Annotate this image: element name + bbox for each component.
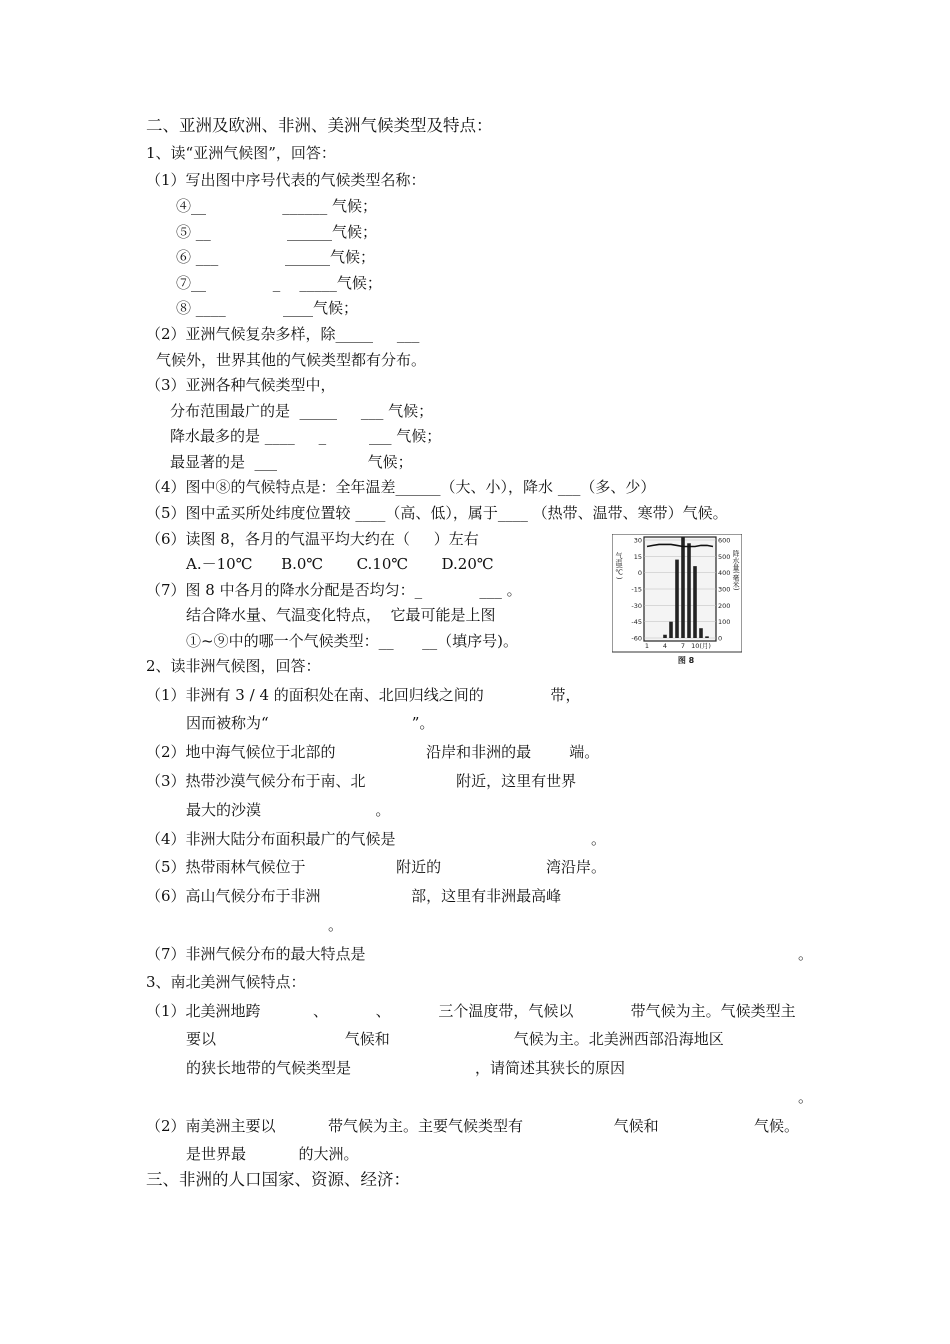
q1-p7c: ①~⑨中的哪一个气候类型：__ __（填序号)。 bbox=[186, 632, 519, 650]
q2-p5: （5）热带雨林气候位于 附近的 湾沿岸。 bbox=[146, 858, 607, 876]
q3-p2b: 是世界最 的大洲。 bbox=[186, 1145, 359, 1163]
q2-p4: （4）非洲大陆分布面积最广的气候是 。 bbox=[146, 830, 607, 848]
precip-tick-label: 200 bbox=[718, 601, 731, 610]
q1-p7a: （7）图 8 中各月的降水分配是否均匀：_ ___ 。 bbox=[146, 581, 522, 599]
q1-p1-line-8: ⑧ ____ ____气候； bbox=[176, 299, 358, 317]
left-axis-title: 气温(℃) bbox=[615, 552, 623, 580]
q2-title: 2、读非洲气候图，回答： bbox=[146, 657, 321, 675]
q1-title: 1、读“亚洲气候图”，回答： bbox=[146, 144, 336, 162]
temp-tick-label: -45 bbox=[631, 618, 642, 627]
q2-p1a: （1）非洲有 3 / 4 的面积处在南、北回归线之间的 带， bbox=[146, 686, 581, 704]
q1-p6-options: A.－10℃ B.0℃ C.10℃ D.20℃ bbox=[186, 555, 494, 573]
q2-p6a: （6）高山气候分布于非洲 部，这里有非洲最高峰 bbox=[146, 887, 562, 905]
q1-p7b: 结合降水量、气温变化特点， 它最可能是上图 bbox=[186, 606, 496, 624]
precip-tick-label: 300 bbox=[718, 585, 731, 594]
q1-p1-line-5: ⑤ __ ______气候； bbox=[176, 223, 378, 241]
q2-p7b: 。 bbox=[798, 945, 814, 963]
q3-p1a: （1）北美洲地跨 、 、 三个温度带，气候以 带气候为主。气候类型主 bbox=[146, 1002, 796, 1020]
q1-p2b: 气候外，世界其他的气候类型都有分布。 bbox=[156, 351, 427, 369]
q1-p1: （1）写出图中序号代表的气候类型名称： bbox=[146, 171, 426, 189]
q1-p1-line-7: ⑦__ _ _____气候； bbox=[176, 274, 382, 292]
precip-bar bbox=[669, 622, 673, 638]
q1-p1-line-4: ④__ ______ 气候； bbox=[176, 197, 378, 215]
temp-tick-label: 15 bbox=[633, 552, 642, 561]
month-tick-label: 10(月) bbox=[691, 642, 711, 650]
q2-p1b: 因而被称为“ ”。 bbox=[186, 714, 435, 732]
precip-tick-label: 400 bbox=[718, 569, 731, 578]
precip-bar bbox=[699, 628, 703, 638]
q1-p3-line-1: 分布范围最广的是 _____ ___ 气候； bbox=[170, 402, 434, 420]
q3-p2a: （2）南美洲主要以 带气候为主。主要气候类型有 气候和 气候。 bbox=[146, 1117, 799, 1135]
q3-p1d: 。 bbox=[798, 1088, 814, 1106]
precip-bar bbox=[705, 636, 709, 638]
figure-8-climate-chart bbox=[612, 534, 742, 666]
precip-tick-label: 600 bbox=[718, 536, 731, 545]
temp-tick-label: -15 bbox=[631, 585, 642, 594]
q1-p3: （3）亚洲各种气候类型中， bbox=[146, 376, 336, 394]
section2-title: 二、亚洲及欧洲、非洲、美洲气候类型及特点： bbox=[146, 116, 493, 135]
precip-tick-label: 100 bbox=[718, 618, 731, 627]
temp-tick-label: 30 bbox=[633, 536, 642, 545]
precip-bar bbox=[687, 543, 691, 638]
q1-p5: （5）图中孟买所处纬度位置较 ____（高、低），属于____ （热带、温带、寒带）气候。 bbox=[146, 504, 728, 522]
q1-p1-line-6: ⑥ ___ ______气候； bbox=[176, 248, 376, 266]
q1-p4: （4）图中⑧的气候特点是：全年温差______（大、小），降水 ___（多、少） bbox=[146, 478, 656, 496]
precip-bar bbox=[675, 560, 679, 638]
section3-title: 三、非洲的人口国家、资源、经济： bbox=[146, 1170, 410, 1189]
precip-bar bbox=[681, 537, 685, 638]
q2-p6b: 。 bbox=[328, 916, 344, 934]
q1-p3-line-2: 降水最多的是 ____ _ ___ 气候； bbox=[170, 427, 442, 445]
temp-tick-label: 0 bbox=[637, 569, 642, 578]
q3-p1c: 的狭长地带的气候类型是 ，请简述其狭长的原因 bbox=[186, 1059, 625, 1077]
q1-p3-line-3: 最显著的是 ___ 气候； bbox=[170, 453, 413, 471]
figure-caption: 图 8 bbox=[677, 656, 695, 665]
q3-p1b: 要以 气候和 气候为主。北美洲西部沿海地区 bbox=[186, 1030, 724, 1048]
precip-tick-label: 0 bbox=[718, 634, 723, 643]
q1-p6: （6）读图 8，各月的气温平均大约在（ ）左右 bbox=[146, 530, 479, 548]
q1-p2a: （2）亚洲气候复杂多样，除_____ ___ bbox=[146, 325, 420, 343]
month-tick-label: 4 bbox=[662, 642, 668, 650]
month-tick-label: 1 bbox=[644, 642, 650, 650]
right-axis-title: 降水量(毫米) bbox=[732, 550, 740, 591]
temp-tick-label: -30 bbox=[631, 601, 642, 610]
precip-tick-label: 500 bbox=[718, 552, 731, 561]
q3-title: 3、南北美洲气候特点： bbox=[146, 973, 306, 991]
q2-p2: （2）地中海气候位于北部的 沿岸和非洲的最 端。 bbox=[146, 743, 600, 761]
month-tick-label: 7 bbox=[680, 642, 686, 650]
precip-bar bbox=[663, 635, 667, 638]
precip-bar bbox=[693, 566, 697, 638]
temp-tick-label: -60 bbox=[631, 634, 642, 643]
q2-p3a: （3）热带沙漠气候分布于南、北 附近，这里有世界 bbox=[146, 772, 577, 790]
q2-p3b: 最大的沙漠 。 bbox=[186, 801, 391, 819]
q2-p7a: （7）非洲气候分布的最大特点是 bbox=[146, 945, 366, 963]
